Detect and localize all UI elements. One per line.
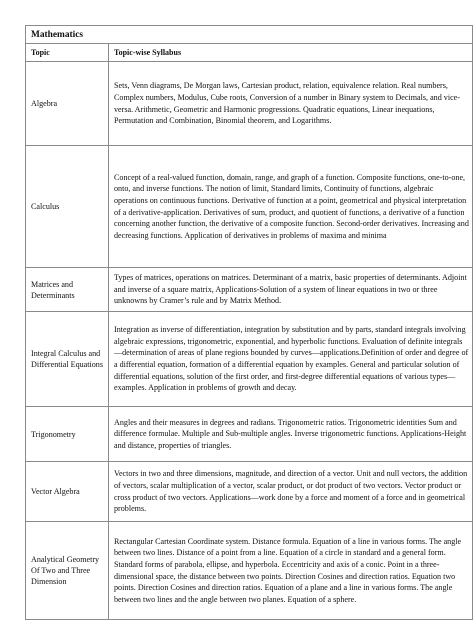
syllabus-cell: Rectangular Cartesian Coordinate system. Distance formula. Equation of a line in various forms. The angle between two lines. Distance of a point from a line. Equation of a circle in standard and a general form. Standard forms of parabola, ellipse, and hyperbola. Eccentricity and axis of a conic. Point in a three-dimensional space, the distance between two points. Direction Cosines and direction ratios. Equation two points. Direction Cosines and direction ratios. Equation of a plane and a line in various forms. The angle between two lines and the angle between two planes. Equation of a sphere. xyxy=(109,522,473,620)
table-row xyxy=(26,62,473,146)
table-row xyxy=(26,407,473,462)
table-row xyxy=(26,462,473,522)
column-header-syllabus: Topic-wise Syllabus xyxy=(109,44,473,62)
title-row xyxy=(26,26,473,44)
syllabus-table xyxy=(25,25,473,620)
topic-cell: Calculus xyxy=(26,146,109,268)
syllabus-cell: Vectors in two and three dimensions, magnitude, and direction of a vector. Unit and null vectors, the addition of vectors, scalar multiplication of a vector, scalar product, or dot product of two vectors. Vector product or cross product of two vectors. Applications—work done by a force and moment of a force and in geometrical problems. xyxy=(109,462,473,522)
syllabus-cell: Concept of a real-valued function, domain, range, and graph of a function. Composite functions, one-to-one, onto, and inverse functions. The notion of limit, Standard limits, Continuity of functions, algebraic operations on continuous functions. Derivative of function at a point, geometrical and physical interpretation of a derivative-application. Derivatives of sum, product, and quotient of functions, a derivative of a function concerning another function, the derivative of a composite function. Second-order derivatives. Increasing and decreasing functions. Application of derivatives in problems of maxima and minima xyxy=(109,146,473,268)
table-row xyxy=(26,522,473,620)
topic-cell: Trigonometry xyxy=(26,407,109,462)
topic-cell: Integral Calculus and Differential Equations xyxy=(26,312,109,407)
topic-cell: Algebra xyxy=(26,62,109,146)
topic-cell: Matrices and Determinants xyxy=(26,268,109,312)
syllabus-cell: Types of matrices, operations on matrices. Determinant of a matrix, basic properties of determinants. Adjoint and inverse of a square matrix, Applications-Solution of a system of linear equations in two or three unknowns by Cramer’s rule and by Matrix Method. xyxy=(109,268,473,312)
table-row xyxy=(26,312,473,407)
table-row xyxy=(26,146,473,268)
column-header-topic: Topic xyxy=(26,44,109,62)
syllabus-cell: Integration as inverse of differentiation, integration by substitution and by parts, standard integrals involving algebraic expressions, trigonometric, exponential, and hyperbolic functions. Evaluation of definite integrals—determination of areas of plane regions bounded by curves—applications.Definition of order and degree of a differential equation, formation of a differential equation by examples. General and particular solution of differential equations, solution of the first order, and first-degree differential equations of various types—examples. Application in problems of growth and decay. xyxy=(109,312,473,407)
topic-cell: Vector Algebra xyxy=(26,462,109,522)
syllabus-cell: Angles and their measures in degrees and radians. Trigonometric ratios. Trigonometric identities Sum and difference formulae. Multiple and Sub-multiple angles. Inverse trigonometric functions. Applications-Height and distance, properties of triangles. xyxy=(109,407,473,462)
syllabus-cell: Sets, Venn diagrams, De Morgan laws, Cartesian product, relation, equivalence relation. Real numbers, Complex numbers, Modulus, Cube roots, Conversion of a number in Binary system to Decimals, and vice-versa. Arithmetic, Geometric and Harmonic progressions. Quadratic equations, Linear inequations, Permutation and Combination, Binomial theorem, and Logarithms. xyxy=(109,62,473,146)
table-title: Mathematics xyxy=(26,26,473,44)
header-row xyxy=(26,44,473,62)
topic-cell: Analytical Geometry Of Two and Three Dimension xyxy=(26,522,109,620)
table-row xyxy=(26,268,473,312)
